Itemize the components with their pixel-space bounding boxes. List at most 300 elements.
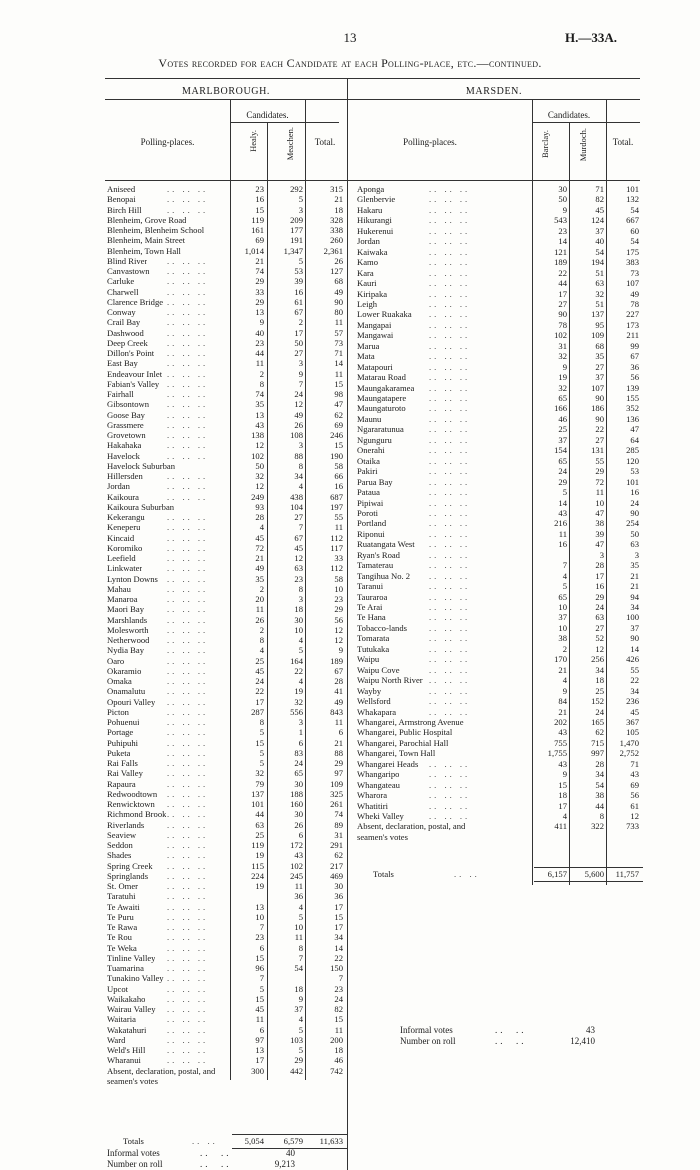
total-votes: 291 — [330, 840, 343, 850]
candidate-a-votes: 13 — [255, 409, 264, 420]
total-votes: 15 — [334, 1014, 343, 1025]
marsden-table-row — [357, 435, 640, 446]
candidate-a-votes: 102 — [554, 330, 567, 341]
marsden-table-row — [357, 612, 640, 623]
candidate-b-votes: 8 — [298, 583, 303, 594]
candidate-b-votes: 49 — [294, 409, 303, 420]
total-votes: 24 — [630, 497, 639, 508]
total-votes: 117 — [330, 542, 343, 553]
polling-place-name: Pipiwai — [357, 497, 384, 508]
marsden-table-row — [357, 236, 640, 247]
candidate-a-votes: 96 — [255, 963, 264, 973]
leader-dots: .. .. .. — [429, 413, 471, 424]
leader-dots: .. .. .. — [429, 288, 471, 299]
total-votes: 150 — [330, 963, 343, 973]
total-votes: 33 — [334, 553, 343, 563]
total-votes: 49 — [334, 286, 343, 297]
leader-dots: .. .. .. — [167, 635, 209, 645]
candidate-b-votes: 26 — [294, 819, 303, 830]
candidate-b-votes: 63 — [294, 563, 303, 574]
leader-dots: .. .. .. — [167, 430, 209, 440]
marsden-table-row — [357, 560, 640, 571]
candidate-a-votes: 17 — [558, 288, 567, 299]
candidate-a-votes: 202 — [554, 716, 567, 727]
candidate-b-votes: 17 — [294, 327, 303, 338]
marlborough-candidates-rule — [230, 122, 339, 123]
total-votes: 55 — [334, 512, 343, 522]
candidate-b-votes: 18 — [294, 983, 303, 994]
leader-dots: .. .. .. — [167, 594, 209, 604]
total-votes: 49 — [630, 288, 639, 299]
candidate-a-votes: 25 — [255, 655, 264, 666]
candidate-b-votes: 292 — [290, 184, 303, 194]
polling-place-name: Whangarei, Public Hospital — [357, 727, 453, 738]
candidate-b-votes: 107 — [591, 382, 604, 393]
total-votes: 36 — [630, 361, 639, 372]
leader-dots: .. .. .. — [429, 403, 471, 414]
marsden-totals-top-rule — [534, 867, 643, 868]
candidate-b-votes: 7 — [298, 522, 303, 533]
candidate-barclay: Barclay. — [540, 130, 550, 159]
total-votes: 2,361 — [323, 245, 343, 256]
candidate-a-votes: 32 — [255, 471, 264, 481]
candidate-b-votes: 12 — [595, 643, 604, 654]
marsden-table-row — [357, 309, 640, 320]
polling-place-name: Onerahi — [357, 445, 385, 456]
polling-place-name: Mangapai — [357, 319, 392, 330]
polling-place-name: Wayby — [357, 685, 382, 696]
candidate-a-votes: 115 — [251, 860, 264, 871]
candidate-a-votes: 7 — [562, 560, 567, 571]
candidate-a-votes: 300 — [251, 1065, 264, 1076]
candidate-b-votes: 90 — [595, 393, 604, 403]
candidate-a-votes: 166 — [554, 403, 567, 414]
candidate-b-votes: 27 — [595, 622, 604, 633]
polling-place-name: Rapaura — [107, 778, 136, 789]
marsden-totals-bottom-rule — [534, 881, 643, 882]
marsden-roll-value: 12,410 — [570, 1036, 595, 1046]
candidate-a-votes: 5 — [259, 983, 264, 994]
total-votes: 14 — [630, 643, 639, 654]
total-votes: 10 — [334, 583, 343, 594]
leader-dots: .. .. .. — [167, 686, 209, 697]
total-votes: 101 — [626, 184, 639, 194]
marsden-table-row — [357, 226, 640, 237]
candidate-b-votes: 27 — [595, 361, 604, 372]
total-votes: 60 — [630, 225, 639, 236]
candidate-a-votes: 27 — [558, 298, 567, 309]
polling-place-name: Poroti — [357, 507, 379, 518]
candidate-a-votes: 78 — [558, 319, 567, 330]
polling-place-name: Deep Creek — [107, 337, 148, 348]
candidate-b-votes: 109 — [591, 330, 604, 341]
candidate-b-votes: 24 — [595, 706, 604, 717]
candidate-a-votes: 13 — [255, 307, 264, 317]
candidate-b-votes: 4 — [298, 901, 303, 912]
leader-dots: .. .. .. — [429, 445, 471, 456]
polling-place-name: Crail Bay — [107, 317, 141, 328]
polling-place-name: Molesworth — [107, 624, 149, 635]
candidate-a-votes: 90 — [558, 309, 567, 320]
candidate-a-votes: 45 — [255, 665, 264, 676]
candidate-a-votes: 15 — [558, 779, 567, 790]
marlborough-informal-label: Informal votes — [107, 1148, 160, 1158]
marsden-table-row — [357, 623, 640, 634]
candidate-a-votes: 5 — [562, 581, 567, 592]
leader-dots: .. .. .. — [429, 278, 471, 289]
leader-dots: .. .. .. — [167, 676, 209, 686]
polling-place-name: Blenheim, Blenheim School — [107, 225, 205, 235]
total-votes: 155 — [626, 393, 639, 403]
total-votes: 55 — [630, 664, 639, 675]
leader-dots: .. .. .. — [167, 399, 209, 410]
candidate-a-votes: 170 — [554, 654, 567, 665]
leader-dots: .. .. .. — [429, 298, 471, 309]
marsden-table-row — [357, 456, 640, 467]
leader-dots: .. .. .. — [429, 643, 471, 654]
leader-dots: .. .. .. — [167, 850, 209, 861]
candidate-a-votes: 43 — [558, 727, 567, 738]
leader-dots: .. .. .. — [429, 351, 471, 362]
candidate-a-votes: 79 — [255, 778, 264, 789]
polling-place-name: Kaiwaka — [357, 246, 388, 257]
candidate-a-votes: 65 — [558, 455, 567, 466]
polling-place-name: Kara — [357, 267, 374, 278]
candidate-a-votes: 43 — [558, 758, 567, 769]
marsden-table-row — [357, 686, 640, 697]
candidate-a-votes: 44 — [558, 278, 567, 289]
total-votes: 21 — [630, 581, 639, 592]
candidate-a-votes: 45 — [255, 532, 264, 543]
candidate-b-votes: 12 — [294, 553, 303, 563]
total-votes: 34 — [630, 685, 639, 696]
candidate-b-votes: 47 — [595, 507, 604, 518]
polling-place-name: Maori Bay — [107, 604, 144, 615]
leader-dots: .. .. .. — [167, 706, 209, 717]
leader-dots: .. .. .. — [167, 348, 209, 358]
leader-dots: .. .. .. — [167, 1004, 209, 1014]
polling-place-name: Jordan — [357, 236, 380, 247]
marsden-table-row — [357, 759, 640, 770]
candidate-a-votes: 28 — [255, 512, 264, 522]
total-votes: 173 — [626, 319, 639, 330]
total-votes: 50 — [630, 528, 639, 539]
candidate-a-votes: 23 — [255, 932, 264, 943]
leader-dots: .. .. .. — [167, 993, 209, 1004]
leader-dots: .. .. .. — [167, 327, 209, 338]
polling-place-name: Wharora — [357, 790, 388, 801]
candidate-a-votes: 32 — [255, 768, 264, 779]
candidate-a-votes: 1,755 — [547, 748, 567, 759]
candidate-a-votes: 23 — [255, 184, 264, 194]
polling-place-name: Leefield — [107, 553, 136, 563]
leader-dots: .. .. .. — [167, 296, 209, 307]
candidate-a-votes: 21 — [558, 706, 567, 717]
leader-dots: .. .. — [454, 869, 480, 879]
candidate-b-votes: 256 — [591, 654, 604, 665]
leader-dots: .. .. .. — [167, 450, 209, 461]
total-votes: 16 — [334, 481, 343, 492]
leader-dots: .. .. .. — [167, 840, 209, 850]
marsden-table-row — [357, 362, 640, 373]
candidate-b-votes: 38 — [595, 790, 604, 801]
candidate-b-votes: 11 — [595, 487, 604, 498]
leader-dots: .. .. .. — [167, 573, 209, 584]
total-votes: 21 — [334, 737, 343, 748]
candidate-a-votes: 12 — [255, 440, 264, 451]
polling-place-name: Maungaturoto — [357, 403, 406, 414]
leader-dots: .. .. .. — [167, 532, 209, 543]
candidate-b-votes: 45 — [595, 204, 604, 215]
total-votes: 132 — [626, 194, 639, 205]
candidate-a-votes: 32 — [558, 382, 567, 393]
candidate-b-votes: 51 — [595, 267, 604, 278]
candidate-b-votes: 24 — [294, 758, 303, 768]
polling-place-name: Aponga — [357, 184, 385, 194]
polling-place-name: Grovetown — [107, 430, 146, 440]
candidate-b-votes: 102 — [290, 860, 303, 871]
candidate-b-votes: 322 — [591, 821, 604, 832]
totals-label: Totals — [373, 869, 394, 879]
candidate-a-votes: 10 — [558, 602, 567, 612]
total-votes: 41 — [334, 686, 343, 697]
leader-dots: .. .. .. — [429, 455, 471, 466]
candidate-b-votes: 32 — [595, 288, 604, 299]
candidate-b-votes: 209 — [290, 214, 303, 225]
candidate-b-votes: 11 — [294, 881, 303, 891]
leader-dots: .. .. .. — [429, 194, 471, 205]
polling-place-name: Ruatangata West — [357, 539, 415, 550]
candidate-a-votes: 9 — [562, 204, 567, 215]
polling-place-name: Linkwater — [107, 563, 143, 574]
total-votes: 236 — [626, 696, 639, 707]
total-votes: 139 — [626, 382, 639, 393]
total-votes: 98 — [334, 389, 343, 399]
total-votes: 14 — [334, 358, 343, 369]
leader-dots: .. .. .. — [429, 340, 471, 351]
candidate-a-votes: 15 — [255, 204, 264, 215]
candidate-a-votes: 21 — [255, 553, 264, 563]
total-votes: 90 — [630, 507, 639, 518]
total-votes: 260 — [330, 235, 343, 246]
leader-dots: .. .. .. — [167, 891, 209, 902]
polling-place-name: Ngararatunua — [357, 424, 404, 435]
polling-place-name: Hikurangi — [357, 215, 392, 226]
candidate-a-votes: 93 — [255, 501, 264, 512]
total-votes: 1,470 — [619, 737, 639, 748]
total-votes: 29 — [334, 758, 343, 768]
polling-place-name: Tunakino Valley — [107, 973, 164, 984]
total-votes: 383 — [626, 257, 639, 268]
candidate-a-votes: 13 — [255, 1045, 264, 1055]
candidate-b-votes: 24 — [595, 602, 604, 612]
leader-dots: .. .. .. — [167, 1045, 209, 1055]
marsden-informal-value: 43 — [586, 1025, 595, 1035]
leader-dots: .. .. .. — [167, 204, 209, 215]
total-votes: 45 — [630, 706, 639, 717]
polling-place-name: Whangarei Heads — [357, 758, 419, 769]
candidate-a-votes: 121 — [554, 246, 567, 257]
total-votes: 78 — [630, 298, 639, 309]
marlborough-polling-places-label: Polling-places. — [140, 137, 195, 147]
total-votes: 18 — [334, 1045, 343, 1055]
leader-dots: .. .. .. — [167, 1024, 209, 1035]
leader-dots: .. .. .. — [429, 685, 471, 696]
polling-place-name: Renwicktown — [107, 799, 155, 809]
polling-place-name: Pakiri — [357, 466, 378, 477]
candidate-b-votes: 10 — [595, 497, 604, 508]
leader-dots: .. .. .. — [429, 612, 471, 623]
total-votes: 107 — [626, 278, 639, 289]
leader-dots: .. .. .. — [167, 942, 209, 953]
total-votes: 18 — [334, 204, 343, 215]
document-reference: H.—33A. — [565, 30, 617, 45]
candidate-b-votes: 124 — [591, 215, 604, 226]
candidate-murdoch: Murdoch. — [578, 128, 588, 162]
marlborough-totals-top-rule — [232, 1134, 347, 1135]
candidate-b-votes: 32 — [294, 696, 303, 707]
candidate-a-votes: 4 — [562, 675, 567, 686]
total-votes: 31 — [334, 829, 343, 840]
leader-dots: .. .. .. — [167, 563, 209, 574]
polling-place-name: Keneperu — [107, 522, 141, 533]
marsden-table-row — [357, 727, 640, 738]
totals-label: Totals — [123, 1136, 144, 1146]
candidate-a-votes: 69 — [255, 235, 264, 246]
total-votes: 15 — [334, 911, 343, 922]
polling-place-name: Blenheim, Grove Road — [107, 214, 187, 225]
candidate-b-votes: 6 — [298, 829, 303, 840]
candidate-b-votes: 4 — [298, 1014, 303, 1025]
candidate-a-votes: 44 — [255, 809, 264, 820]
candidate-b-votes: 35 — [595, 351, 604, 362]
total-votes: 325 — [330, 788, 343, 799]
marsden-table-row — [357, 424, 640, 435]
candidate-a-votes: 101 — [251, 799, 264, 809]
candidate-b-votes: 44 — [595, 800, 604, 811]
leader-dots: .. .. .. — [429, 434, 471, 445]
candidate-a-votes: 755 — [554, 737, 567, 748]
marlborough-candidates-label: Candidates. — [246, 110, 289, 120]
leader-dots: .. .. — [192, 1136, 218, 1146]
leader-dots: .. .. .. — [167, 922, 209, 932]
polling-place-name: Waitaria — [107, 1014, 136, 1025]
leader-dots: .. .. .. — [167, 307, 209, 317]
leader-dots: .. .. .. — [429, 319, 471, 330]
polling-place-name: Matarau Road — [357, 372, 406, 383]
total-votes: 197 — [330, 501, 343, 512]
candidate-a-votes: 22 — [558, 267, 567, 278]
total-votes: 73 — [334, 337, 343, 348]
polling-place-name: Hillersden — [107, 471, 143, 481]
leader-dots: .. .. .. — [429, 539, 471, 550]
candidate-healy: Healy. — [248, 130, 258, 152]
polling-place-name: Wairau Valley — [107, 1004, 156, 1014]
candidate-b-votes: 160 — [290, 799, 303, 809]
candidate-b-votes: 29 — [595, 466, 604, 477]
total-votes: 35 — [630, 560, 639, 571]
marsden-table-row — [357, 644, 640, 655]
candidate-b-votes: 52 — [595, 633, 604, 644]
total-votes: 175 — [626, 246, 639, 257]
total-votes: 742 — [330, 1065, 343, 1076]
candidate-a-votes: 19 — [558, 372, 567, 383]
candidate-a-votes: 72 — [255, 542, 264, 553]
total-votes: 6 — [338, 727, 343, 738]
polling-place-name: East Bay — [107, 358, 138, 369]
candidate-a-total: 5,054 — [244, 1136, 264, 1146]
leader-dots: .. .. .. — [167, 983, 209, 994]
polling-place-name: Tamaterau — [357, 560, 394, 571]
total-votes: 667 — [626, 215, 639, 226]
total-votes: 112 — [330, 563, 343, 574]
total-votes: 367 — [626, 716, 639, 727]
leader-dots: .. .. .. — [167, 829, 209, 840]
marsden-table-row — [357, 717, 640, 728]
total-votes: 34 — [334, 932, 343, 943]
total-votes: 12 — [334, 624, 343, 635]
marsden-table-row — [357, 320, 640, 331]
marsden-table-row — [357, 289, 640, 300]
polling-place-name: Opouri Valley — [107, 696, 156, 707]
polling-place-name: Manaroa — [107, 594, 138, 604]
polling-place-name: Waikakaho — [107, 993, 146, 1004]
leader-dots: .. .. .. — [429, 602, 471, 612]
candidate-b-votes: 29 — [294, 1055, 303, 1066]
candidate-a-votes: 17 — [255, 1055, 264, 1066]
polling-place-name: Canvastown — [107, 266, 150, 276]
page-number: 13 — [343, 30, 357, 45]
polling-place-name: Wharanui — [107, 1055, 141, 1066]
candidate-b-votes: 90 — [595, 413, 604, 424]
candidate-a-votes: 29 — [558, 476, 567, 487]
candidate-a-total: 6,157 — [547, 869, 567, 879]
polling-place-name: Seddon — [107, 840, 133, 850]
polling-place-name: Pataua — [357, 487, 380, 498]
total-votes: 30 — [334, 881, 343, 891]
total-votes: 56 — [630, 790, 639, 801]
candidate-b-votes: 37 — [595, 225, 604, 236]
candidate-b-votes: 715 — [591, 737, 604, 748]
candidate-a-votes: 17 — [255, 696, 264, 707]
total-votes: 328 — [330, 214, 343, 225]
candidate-a-votes: 24 — [255, 676, 264, 686]
candidate-b-votes: 10 — [294, 922, 303, 932]
candidate-b-votes: 71 — [595, 184, 604, 194]
leader-dots: .. .. .. — [167, 409, 209, 420]
total-votes: 74 — [334, 809, 343, 820]
total-votes: 843 — [330, 706, 343, 717]
polling-place-name: Kincaid — [107, 532, 135, 543]
leader-dots: .. .. .. — [167, 665, 209, 676]
polling-place-name: Tauraroa — [357, 591, 388, 602]
candidate-b-votes: 38 — [595, 518, 604, 529]
candidate-a-votes: 40 — [255, 327, 264, 338]
leader-dots: .. .. .. — [167, 737, 209, 748]
center-divider — [347, 78, 348, 1170]
candidate-b-votes: 152 — [591, 696, 604, 707]
candidate-a-votes: 11 — [558, 528, 567, 539]
polling-place-name: Whangaripo — [357, 769, 400, 780]
candidate-b-votes: 6 — [298, 737, 303, 748]
candidate-a-votes: 31 — [558, 340, 567, 351]
leader-dots: .. .. .. — [429, 591, 471, 602]
candidate-b-votes: 68 — [595, 340, 604, 351]
marlborough-total-label: Total. — [314, 137, 336, 147]
total-votes: 190 — [330, 450, 343, 461]
candidate-b-votes: 1,347 — [283, 245, 303, 256]
candidate-a-votes: 14 — [558, 497, 567, 508]
